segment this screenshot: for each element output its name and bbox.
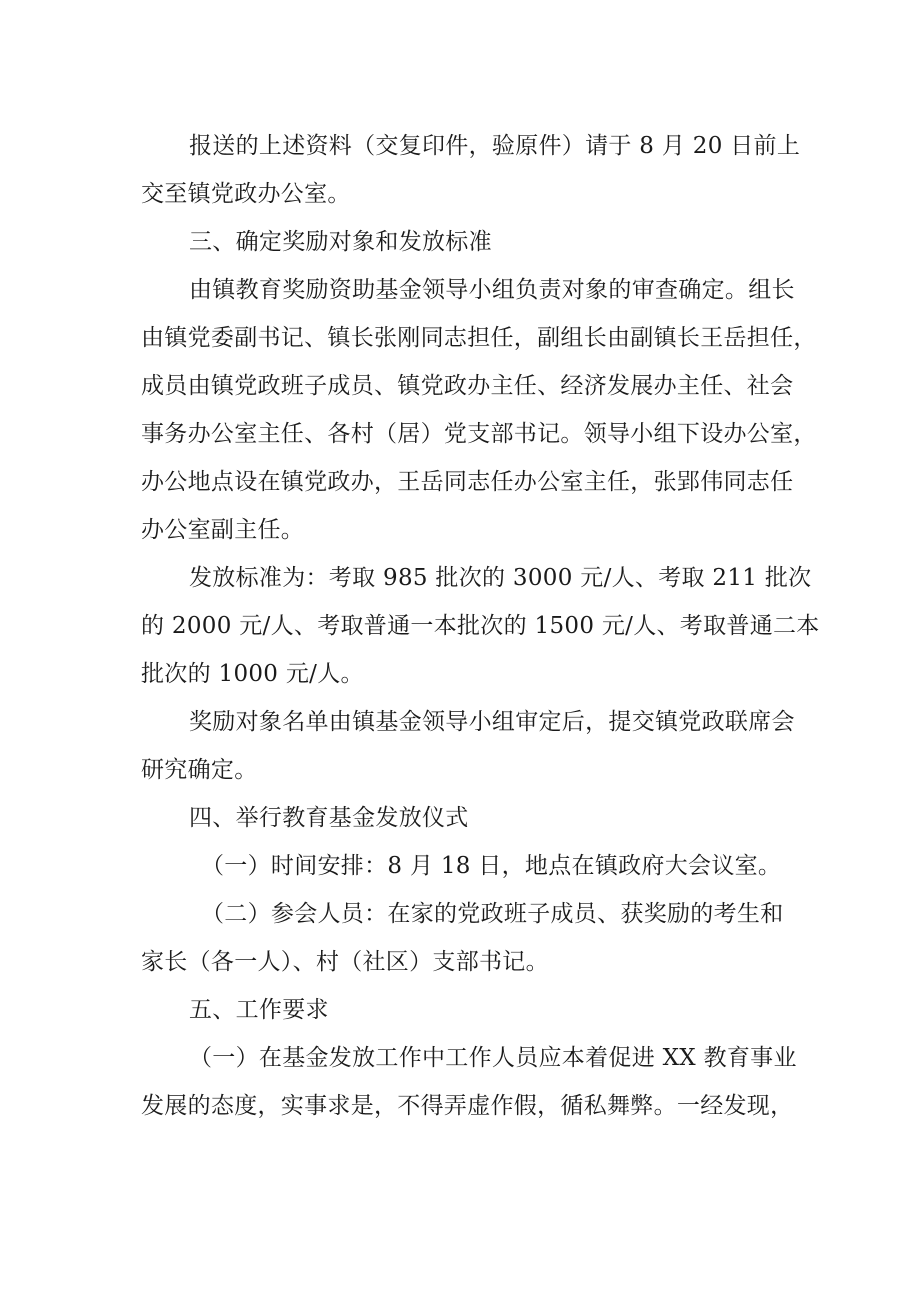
section-heading: 五、工作要求 xyxy=(189,997,329,1023)
paragraph-line: 事务办公室主任、各村（居）党支部书记。领导小组下设办公室， xyxy=(141,421,817,447)
paragraph-line: （一）时间安排：8 月 18 日，地点在镇政府大会议室。 xyxy=(201,853,782,879)
paragraph-line: 发放标准为：考取 985 批次的 3000 元/人、考取 211 批次 xyxy=(189,565,812,591)
paragraph-line: 报送的上述资料（交复印件，验原件）请于 8 月 20 日前上 xyxy=(189,133,801,159)
paragraph-line: 办公室副主任。 xyxy=(141,517,305,543)
paragraph-line: 办公地点设在镇党政办，王岳同志任办公室主任，张郢伟同志任 xyxy=(141,469,794,495)
paragraph-line: 由镇教育奖励资助基金领导小组负责对象的审查确定。组长 xyxy=(189,277,795,303)
paragraph-line: 由镇党委副书记、镇长张刚同志担任，副组长由副镇长王岳担任， xyxy=(141,325,817,351)
section-heading: 四、举行教育基金发放仪式 xyxy=(189,805,469,831)
paragraph-line: 研究确定。 xyxy=(141,757,258,783)
paragraph-line: 发展的态度，实事求是，不得弄虚作假，循私舞弊。一经发现， xyxy=(141,1093,794,1119)
paragraph-line: 成员由镇党政班子成员、镇党政办主任、经济发展办主任、社会 xyxy=(141,373,794,399)
paragraph-line: 交至镇党政办公室。 xyxy=(141,181,351,207)
section-heading: 三、确定奖励对象和发放标准 xyxy=(189,229,492,255)
paragraph-line: 奖励对象名单由镇基金领导小组审定后，提交镇党政联席会 xyxy=(189,709,795,735)
paragraph-line: 家长（各一人）、村（社区）支部书记。 xyxy=(141,949,549,975)
paragraph-line: （二）参会人员：在家的党政班子成员、获奖励的考生和 xyxy=(201,901,784,927)
paragraph-line: 的 2000 元/人、考取普通一本批次的 1500 元/人、考取普通二本 xyxy=(141,613,820,639)
paragraph-line: 批次的 1000 元/人。 xyxy=(141,661,364,687)
paragraph-line: （一）在基金发放工作中工作人员应本着促进 XX 教育事业 xyxy=(189,1045,797,1071)
